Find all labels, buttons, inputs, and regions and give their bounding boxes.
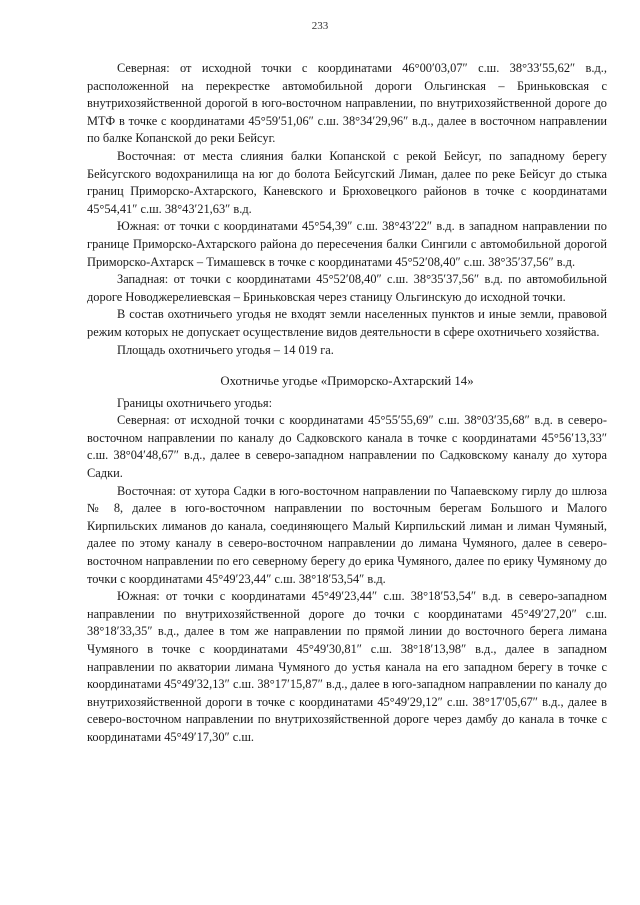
exclusion-paragraph: В состав охотничьего угодья не входят земли населенных пунктов и иные земли, правовой режим которых не допускает осуществление видов деятельности в сфере охотничьего хозяйства. [87,307,607,339]
section-heading: Охотничье угодье «Приморско-Ахтарский 14» [220,374,474,389]
page-number: 233 [311,20,329,32]
boundary-west-paragraph: Западная: от точки с координатами 45°52′08,40″ с.ш. 38°35′37,56″ в.д. по автомобильной дороге Новоджерелиевская – Бриньковская через станицу Ольгинскую до исходной точки. [87,272,607,304]
area-paragraph: Площадь охотничьего угодья – 14 019 га. [117,342,334,357]
boundary-south-paragraph: Южная: от точки с координатами 45°54,39″ с.ш. 38°43′22″ в.д. в западном направлении по границе Приморско-Ахтарского района до пересечения балки Сингили с автомобильной дорогой Приморско-Ахтарск – Тимашевск в точке с координатами 45°52′08,40″ с.ш. 38°35′37,56″ в.д. [87,219,607,269]
boundary-south-paragraph-2: Южная: от точки с координатами 45°49′23,44″ с.ш. 38°18′53,54″ в.д. в северо-западном направлении по внутрихозяйственной дороге до точки с координатами 45°49′27,20″ с.ш. 38°18′33,35″ в.д., далее в том же направлении по прямой линии до восточного берега лимана Чумяного в точке с координатами 45°49′30,81″ с.ш. 38°18′13,98″ в.д., далее в западном направлении по акватории лимана Чумяного до устья канала на его западном берегу в точке с координатами 45°49′32,13″ с.ш. 38°17′15,87″ в.д., далее в юго-западном направлении по каналу до внутрихозяйственной дороги в точке с координатами 45°49′29,12″ с.ш. 38°17′05,67″ в.д., далее в северо-восточном направлении по внутрихозяйственной дороге через дамбу до канала в точке с координатами 45°49′17,30″ с.ш. [87,589,607,744]
boundary-north-paragraph: Северная: от исходной точки с координатами 46°00′03,07″ с.ш. 38°33′55,62″ в.д., расположенной на перекрестке автомобильной дороги Ольгинская – Бриньковская с внутрихозяйственной дорогой в юго-восточном направлении, по внутрихозяйственной дороге до МТФ в точке с координатами 45°59′51,06″ с.ш. 38°34′29,96″ в.д., далее в восточном направлении по балке Копанской до реки Бейсуг. [87,61,607,146]
boundary-north-paragraph-2: Северная: от исходной точки с координатами 45°55′55,69″ с.ш. 38°03′35,68″ в.д. в северо-восточном направлении по каналу до Садковского канала в точке с координатами 45°56′13,33″ с.ш. 38°04′48,67″ в.д., далее в северо-западном направлении по Садковскому каналу до хутора Садки. [87,413,607,481]
boundary-east-paragraph-2: Восточная: от хутора Садки в юго-восточном направлении по Чапаевскому гирлу до шлюза № 8, далее в юго-восточном направлении по восточным берегам Большого и Малого Кирпильских лиманов до канала, соединяющего Малый Кирпильский лиман и лиман Чумяный, далее по этому каналу в северо-восточном направлении до лимана Чумяного, далее в северо-восточном направлении по его северному берегу до ерика Чумяного, далее по ерику Чумяному до точки с координатами 45°49′23,44″ с.ш. 38°18′53,54″ в.д. [87,483,607,586]
boundary-east-paragraph: Восточная: от места слияния балки Копанской с рекой Бейсуг, по западному берегу Бейсугского водохранилища на юг до болота Бейсугский Лиман, далее по реке Бейсуг до стыка границ Приморско-Ахтарского, Каневского и Брюховецкого районов в точке с координатами 45°54,41″ с.ш. 38°43′21,63″ в.д. [87,148,607,216]
document-body [87,60,607,747]
boundaries-intro: Границы охотничьего угодья: [117,395,273,410]
